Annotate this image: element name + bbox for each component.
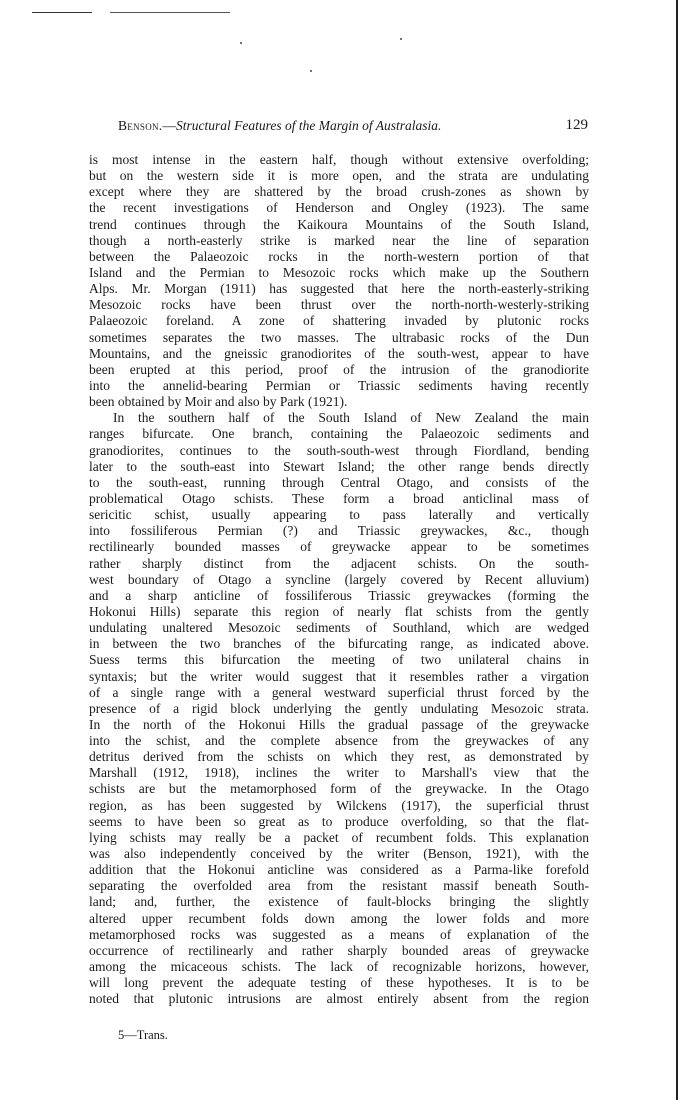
text-line: Marshall (1912, 1918), inclines the writer to Marshall's view that the <box>89 765 589 781</box>
text-line: but on the western side it is more open, and the strata are undulating <box>89 168 589 184</box>
text-line: detritus derived from the schists on which they rest, as demonstrated by <box>89 749 589 765</box>
text-line: in between the two branches of the bifurcating range, as indicated above. <box>89 636 589 652</box>
text-line: rather sharply distinct from the adjacent schists. On the south- <box>89 555 589 571</box>
text-line: separating the overfolded area from the resistant massif beneath South- <box>89 878 589 894</box>
text-line: except where they are shattered by the broad crush-zones as shown by <box>89 184 589 200</box>
text-line: Suess terms this bifurcation the meeting of two unilateral chains in <box>89 652 589 668</box>
header-author: Benson. <box>118 118 163 133</box>
text-line: granodiorites, continues to the south-south-west through Fiordland, bending <box>89 442 589 458</box>
text-line: In the north of the Hokonui Hills the gradual passage of the greywacke <box>89 716 589 732</box>
text-line: of a single range with a general westward superficial thrust forced by the <box>89 684 589 700</box>
text-line: though a north-easterly strike is marked near the line of separation <box>89 232 589 248</box>
body-text <box>89 152 589 1007</box>
text-line: ranges bifurcate. One branch, containing the Palaeozoic sediments and <box>89 426 589 442</box>
header-subtitle: Structural Features of the Margin of Australasia. <box>175 118 442 133</box>
page-edge <box>672 0 678 1100</box>
text-line: into the annelid-bearing Permian or Triassic sediments having recently <box>89 377 589 393</box>
text-line: been erupted at this period, proof of the intrusion of the granodiorite <box>89 361 589 377</box>
text-line: between the Palaeozoic rocks in the north-western portion of that <box>89 248 589 264</box>
text-line: been obtained by Moir and also by Park (1921). <box>89 394 348 410</box>
text-line: seems to have been so great as to produce overfolding, so that the flat- <box>89 813 589 829</box>
text-line: Alps. Mr. Morgan (1911) has suggested that here the north-easterly-striking <box>89 281 589 297</box>
text-line: was also independently conceived by the writer (Benson, 1921), with the <box>89 846 589 862</box>
header-title <box>118 118 441 134</box>
text-line: land; and, further, the existence of fault-blocks bringing the slightly <box>89 894 589 910</box>
text-line: lying schists may really be a packet of recumbent folds. This explanation <box>89 829 589 845</box>
text-line: schists are but the metamorphosed form of the greywacke. In the Otago <box>89 781 589 797</box>
text-line: west boundary of Otago a syncline (largely covered by Recent alluvium) <box>89 571 589 587</box>
text-line: rectilinearly bounded masses of greywacke appear to be sometimes <box>89 539 589 555</box>
text-line: problematical Otago schists. These form a broad anticlinal mass of <box>89 490 589 506</box>
text-line: region, as has been suggested by Wilckens (1917), the superficial thrust <box>89 797 589 813</box>
text-line: In the southern half of the South Island of New Zealand the main <box>113 410 589 426</box>
text-line: among the micaceous schists. The lack of recognizable horizons, however, <box>89 959 589 975</box>
text-line: Hokonui Hills) separate this region of nearly flat schists from the gently <box>89 603 589 619</box>
scan-speck <box>240 42 242 44</box>
text-line: occurrence of rectilinearly and rather sharply bounded areas of greywacke <box>89 942 589 958</box>
text-line: trend continues through the Kaikoura Mountains of the South Island, <box>89 216 589 232</box>
scan-speck <box>400 38 402 40</box>
text-line: later to the south-east into Stewart Island; the other range bends directly <box>89 458 589 474</box>
text-line: Mesozoic rocks have been thrust over the north-north-westerly-striking <box>89 297 589 313</box>
scan-speck <box>310 70 312 72</box>
text-line: and a sharp anticline of fossiliferous Triassic greywackes (forming the <box>89 587 589 603</box>
text-line: to the south-east, running through Central Otago, and consists of the <box>89 474 589 490</box>
signature-mark: 5—Trans. <box>118 1028 168 1042</box>
text-line: addition that the Hokonui anticline was considered as a Parma-like forefold <box>89 862 589 878</box>
text-line: metamorphosed rocks was suggested as a means of explanation of the <box>89 926 589 942</box>
text-line: presence of a rigid block underlying the gently undulating Mesozoic strata. <box>89 700 589 716</box>
text-line: altered upper recumbent folds down among the lower folds and more <box>89 910 589 926</box>
top-rule-secondary <box>110 12 230 13</box>
text-line: syntaxis; but the writer would suggest that it resembles rather a virgation <box>89 668 589 684</box>
text-line: Mountains, and the gneissic granodiorites of the south-west, appear to have <box>89 345 589 361</box>
page-number: 129 <box>565 117 588 133</box>
text-line: Island and the Permian to Mesozoic rocks which make up the Southern <box>89 264 589 280</box>
text-line: undulating unaltered Mesozoic sediments of Southland, which are wedged <box>89 620 589 636</box>
text-line: Palaeozoic foreland. A zone of shattering invaded by plutonic rocks <box>89 313 589 329</box>
text-line: sometimes separates the two masses. The ultrabasic rocks of the Dun <box>89 329 589 345</box>
top-rule <box>32 12 92 13</box>
text-line: sericitic schist, usually appearing to pass laterally and vertically <box>89 507 589 523</box>
header-dash: — <box>162 118 176 133</box>
text-line: into fossiliferous Permian (?) and Triassic greywackes, &c., though <box>89 523 589 539</box>
text-line: is most intense in the eastern half, though without extensive overfolding; <box>89 152 589 167</box>
text-line: into the schist, and the complete absence from the greywackes of any <box>89 733 589 749</box>
text-line: the recent investigations of Henderson and Ongley (1923). The same <box>89 200 589 216</box>
text-line: noted that plutonic intrusions are almost entirely absent from the region <box>89 991 589 1007</box>
running-header <box>118 118 588 140</box>
text-line: will long prevent the adequate testing of these hypotheses. It is to be <box>89 975 589 991</box>
